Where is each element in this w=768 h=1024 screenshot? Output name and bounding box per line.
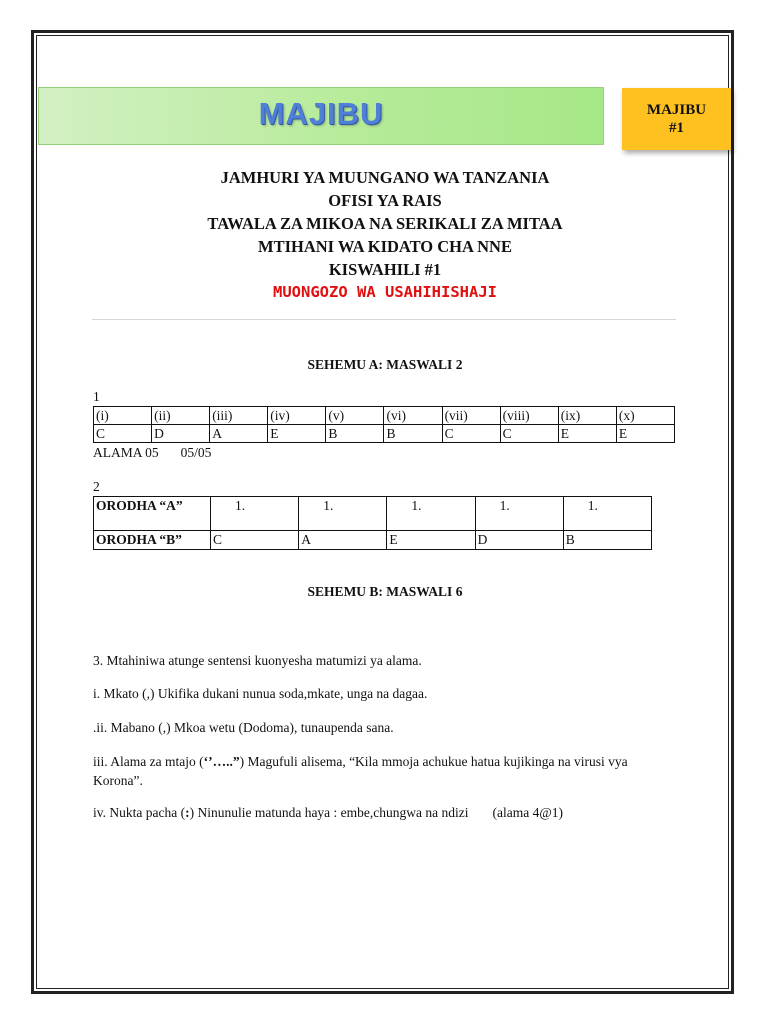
table-cell: E	[268, 425, 326, 443]
table-cell: E	[387, 531, 475, 550]
table-cell: (x)	[616, 407, 674, 425]
answer-item-iii	[93, 752, 663, 790]
answer-item-i: i. Mkato (,) Ukifika dukani nunua soda,mkate, unga na dagaa.	[93, 686, 428, 701]
item-iv-text: ) Ninunulie matunda haya : embe,chungwa na ndizi	[189, 805, 469, 820]
orodha-b-label: ORODHA “B”	[94, 531, 211, 550]
question-3-intro: 3. Mtahiniwa atunge sentensi kuonyesha matumizi ya alama.	[93, 653, 422, 668]
table-row	[94, 531, 652, 550]
table-cell: C	[442, 425, 500, 443]
table-cell: B	[563, 531, 651, 550]
question-1-number: 1	[93, 389, 100, 404]
answer-item-iv	[93, 803, 663, 822]
table-cell: B	[384, 425, 442, 443]
item-iii-prefix: iii. Alama za mtajo (	[93, 754, 204, 769]
table-cell: (iii)	[210, 407, 268, 425]
table-row	[94, 425, 675, 443]
question-2-matching-table	[93, 496, 652, 550]
table-cell: E	[616, 425, 674, 443]
table-cell: 1.	[211, 497, 299, 531]
table-cell: (ii)	[152, 407, 210, 425]
table-cell: C	[500, 425, 558, 443]
question-1-answer-table	[93, 406, 675, 443]
table-cell: (i)	[94, 407, 152, 425]
table-header-row	[94, 407, 675, 425]
section-a-heading: SEHEMU A: MASWALI 2	[307, 357, 463, 372]
item-iii-text: ) Magufuli alisema, “Kila mmoja achukue hatua kujikinga na virusi vya Korona”.	[93, 754, 628, 788]
header-exam-name: MTIHANI WA KIDATO CHA NNE	[258, 237, 512, 256]
table-cell: C	[211, 531, 299, 550]
colon-symbol: :	[185, 805, 190, 820]
table-cell: 1.	[387, 497, 475, 531]
table-row	[94, 497, 652, 531]
table-cell: D	[475, 531, 563, 550]
exam-header	[40, 166, 730, 304]
question-1-marks	[93, 445, 211, 461]
marks-label: ALAMA 05	[93, 445, 159, 460]
item-iv-prefix: iv. Nukta pacha (	[93, 805, 186, 820]
table-cell: 1.	[563, 497, 651, 531]
table-cell: A	[299, 531, 387, 550]
header-country: JAMHURI YA MUUNGANO WA TANZANIA	[220, 168, 550, 187]
table-cell: (ix)	[558, 407, 616, 425]
section-b-heading: SEHEMU B: MASWALI 6	[307, 584, 463, 599]
table-cell: 1.	[299, 497, 387, 531]
question-2-number: 2	[93, 479, 100, 494]
divider	[92, 319, 676, 320]
table-cell: 1.	[475, 497, 563, 531]
table-cell: B	[326, 425, 384, 443]
table-cell: D	[152, 425, 210, 443]
badge-label: MAJIBU	[646, 102, 707, 118]
table-cell: (vii)	[442, 407, 500, 425]
table-cell: E	[558, 425, 616, 443]
banner-title: MAJIBU	[258, 96, 384, 131]
quote-symbol: ‘’…..”	[203, 754, 240, 769]
header-administration: TAWALA ZA MIKOA NA SERIKALI ZA MITAA	[207, 214, 563, 233]
badge-number: #1	[669, 120, 684, 136]
orodha-a-label: ORODHA “A”	[94, 497, 211, 531]
table-cell: C	[94, 425, 152, 443]
header-subject: KISWAHILI #1	[328, 260, 442, 279]
answer-badge	[622, 88, 731, 150]
header-office: OFISI YA RAIS	[328, 191, 442, 210]
marks-score: 05/05	[180, 445, 212, 460]
table-cell: (vi)	[384, 407, 442, 425]
table-cell: (viii)	[500, 407, 558, 425]
title-banner	[38, 87, 604, 145]
table-cell: A	[210, 425, 268, 443]
answer-item-ii: .ii. Mabano (,) Mkoa wetu (Dodoma), tunaupenda sana.	[93, 720, 394, 735]
header-marking-guide: MUONGOZO WA USAHIHISHAJI	[273, 283, 497, 301]
table-cell: (v)	[326, 407, 384, 425]
table-cell: (iv)	[268, 407, 326, 425]
item-iv-marks: (alama 4@1)	[492, 805, 564, 820]
